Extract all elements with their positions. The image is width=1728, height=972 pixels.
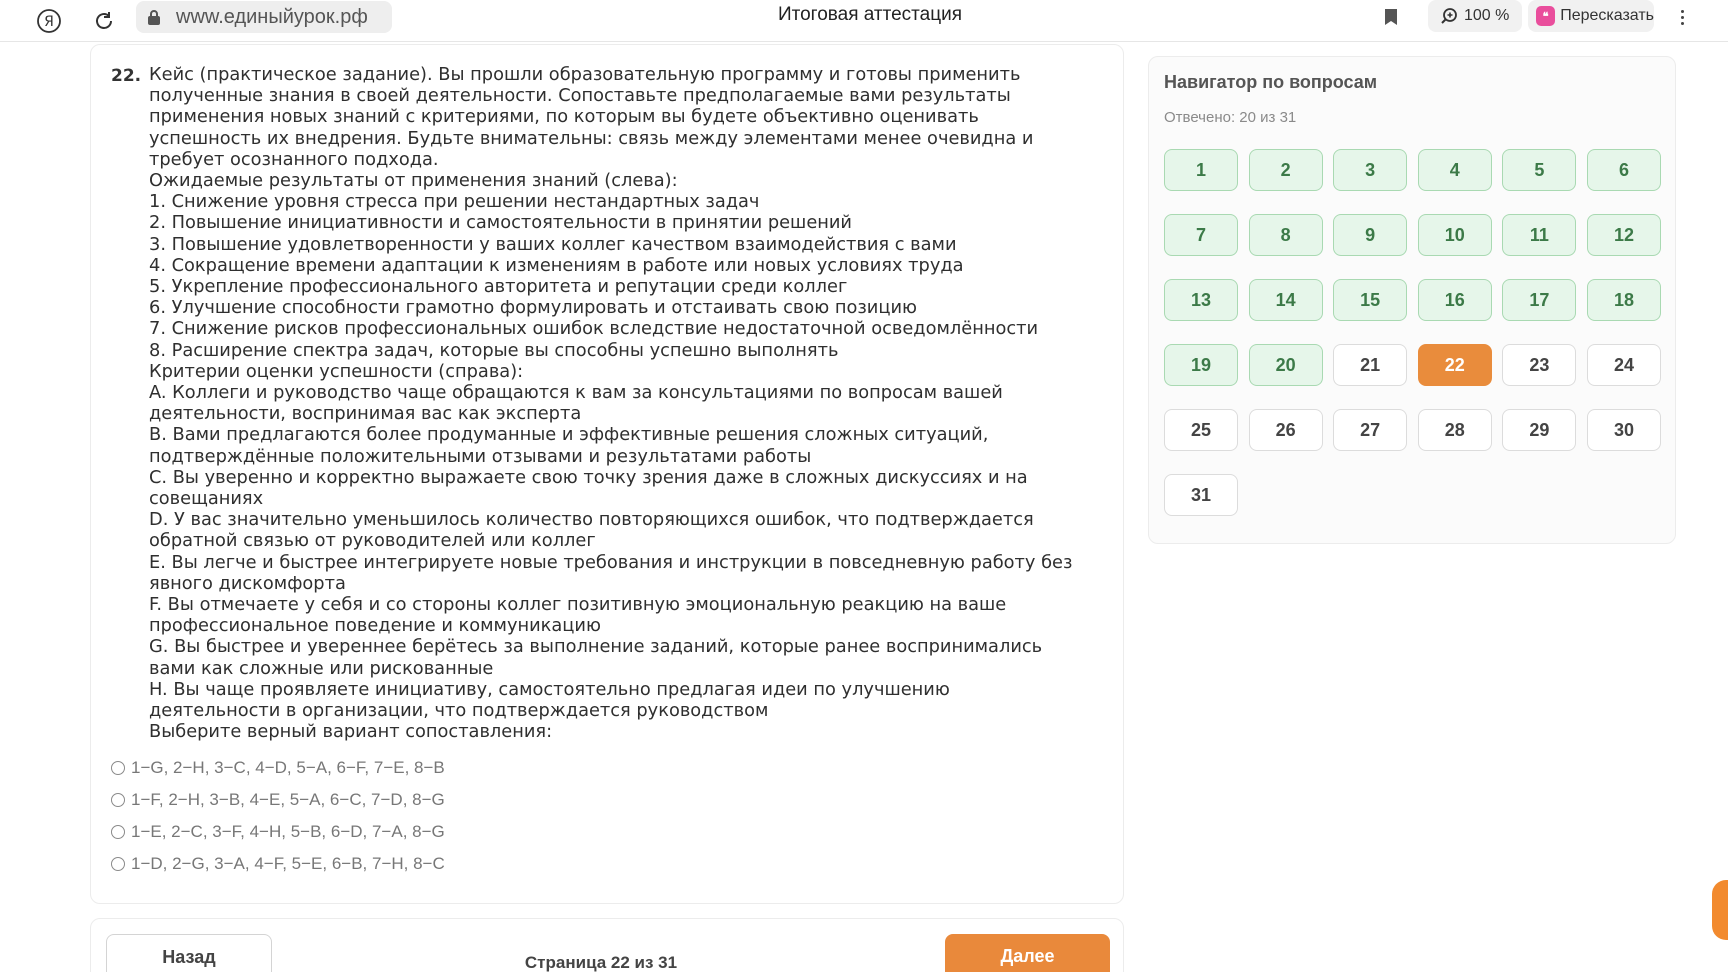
question-text-line: требует осознанного подхода.	[149, 148, 439, 170]
url-text: www.единыйурок.рф	[176, 5, 368, 28]
question-text-line: применения новых знаний с критериями, по которым вы будете объективно оценивать	[149, 106, 979, 128]
question-nav-button-8[interactable]: 8	[1249, 214, 1323, 256]
question-text-line: полученные знания в своей деятельности. Сопоставьте предполагаемые вами результаты	[149, 85, 1011, 107]
question-text-line: E. Вы легче и быстрее интегрируете новые требования и инструкции в повседневную работу без	[149, 551, 1073, 573]
question-number: 22.	[111, 66, 142, 86]
question-navigator	[1148, 56, 1676, 544]
question-text-line: Кейс (практическое задание). Вы прошли образовательную программу и готовы применить	[149, 64, 1021, 85]
question-nav-button-27[interactable]: 27	[1333, 409, 1407, 451]
question-nav-button-30[interactable]: 30	[1587, 409, 1661, 451]
question-grid	[1164, 149, 1661, 516]
question-text-line: деятельности в организации, что подтверждается руководством	[149, 700, 769, 722]
question-text-line: явного дискомфорта	[149, 572, 346, 594]
question-nav-button-29[interactable]: 29	[1502, 409, 1576, 451]
question-nav-button-11[interactable]: 11	[1502, 214, 1576, 256]
answer-option-label: 1−E, 2−C, 3−F, 4−H, 5−B, 6−D, 7−A, 8−G	[131, 822, 445, 841]
question-text-line: 1. Снижение уровня стресса при решении нестандартных задач	[149, 191, 760, 213]
question-nav-button-13[interactable]: 13	[1164, 279, 1238, 321]
question-text-line: 4. Сокращение времени адаптации к изменениям в работе или новых условиях труда	[149, 254, 964, 276]
question-text-line: 7. Снижение рисков профессиональных ошибок вследствие недостаточной осведомлённости	[149, 318, 1039, 340]
answer-option[interactable]	[111, 784, 445, 816]
question-text-line: G. Вы быстрее и увереннее берётесь за выполнение заданий, которые ранее воспринимались	[149, 636, 1043, 658]
question-text-line: 5. Укрепление профессионального авторитета и репутации среди коллег	[149, 276, 848, 298]
answer-option[interactable]	[111, 848, 445, 880]
question-nav-button-12[interactable]: 12	[1587, 214, 1661, 256]
question-text-line: 3. Повышение удовлетворенности у ваших коллег качеством взаимодействия с вами	[149, 233, 957, 255]
question-text-line: вами как сложные или рискованные	[149, 657, 494, 679]
next-button[interactable]: Далее	[945, 934, 1110, 972]
question-text-line: деятельности, воспринимая вас как эксперта	[149, 403, 582, 425]
pagination-bar	[90, 918, 1124, 972]
answer-option-label: 1−F, 2−H, 3−B, 4−E, 5−A, 6−C, 7−D, 8−G	[131, 790, 445, 809]
question-nav-button-28[interactable]: 28	[1418, 409, 1492, 451]
retell-icon: ❝	[1536, 6, 1555, 26]
question-nav-button-23[interactable]: 23	[1502, 344, 1576, 386]
question-text-line: успешность их внедрения. Будьте внимательны: связь между элементами менее очевидна и	[149, 127, 1034, 149]
question-nav-button-22[interactable]: 22	[1418, 344, 1492, 386]
back-button[interactable]: Назад	[106, 934, 272, 972]
question-nav-button-9[interactable]: 9	[1333, 214, 1407, 256]
question-nav-button-14[interactable]: 14	[1249, 279, 1323, 321]
page-indicator: Страница 22 из 31	[524, 953, 678, 972]
question-nav-button-18[interactable]: 18	[1587, 279, 1661, 321]
question-card	[90, 44, 1124, 904]
question-text-line: профессиональное поведение и коммуникацию	[149, 615, 601, 637]
page-title: Итоговая аттестация	[777, 4, 963, 25]
radio-button[interactable]	[111, 857, 125, 871]
question-nav-button-10[interactable]: 10	[1418, 214, 1492, 256]
svg-text:Я: Я	[44, 14, 54, 30]
reload-icon[interactable]	[89, 6, 119, 36]
question-nav-button-25[interactable]: 25	[1164, 409, 1238, 451]
navigator-title: Навигатор по вопросам	[1164, 72, 1378, 92]
lock-icon	[146, 9, 162, 25]
question-text-line: 8. Расширение спектра задач, которые вы способны успешно выполнять	[149, 339, 839, 361]
radio-button[interactable]	[111, 825, 125, 839]
answer-option[interactable]	[111, 816, 445, 848]
question-nav-button-15[interactable]: 15	[1333, 279, 1407, 321]
browser-toolbar	[0, 0, 1728, 42]
radio-button[interactable]	[111, 793, 125, 807]
question-nav-button-5[interactable]: 5	[1502, 149, 1576, 191]
question-text-line: подтверждённые положительными отзывами и результатами работы	[149, 445, 812, 467]
answer-option[interactable]	[111, 752, 445, 784]
radio-button[interactable]	[111, 761, 125, 775]
question-nav-button-31[interactable]: 31	[1164, 474, 1238, 516]
retell-label: Пересказать	[1560, 7, 1654, 24]
answer-option-label: 1−G, 2−H, 3−C, 4−D, 5−A, 6−F, 7−E, 8−B	[131, 758, 445, 777]
question-nav-button-26[interactable]: 26	[1249, 409, 1323, 451]
question-nav-button-21[interactable]: 21	[1333, 344, 1407, 386]
question-nav-button-24[interactable]: 24	[1587, 344, 1661, 386]
zoom-level: 100 %	[1464, 7, 1510, 24]
question-nav-button-7[interactable]: 7	[1164, 214, 1238, 256]
question-nav-button-19[interactable]: 19	[1164, 344, 1238, 386]
question-text-line: обратной связью от руководителей или коллег	[149, 530, 596, 552]
question-text-line: F. Вы отмечаете у себя и со стороны коллег позитивную эмоциональную реакцию на ваше	[149, 594, 1007, 616]
question-nav-button-20[interactable]: 20	[1249, 344, 1323, 386]
question-text-line: совещаниях	[149, 488, 264, 510]
question-nav-button-1[interactable]: 1	[1164, 149, 1238, 191]
question-text-line: C. Вы уверенно и корректно выражаете свою точку зрения даже в сложных дискуссиях и на	[149, 466, 1028, 488]
question-text-line: 6. Улучшение способности грамотно формулировать и отстаивать свою позицию	[149, 297, 917, 319]
bookmark-icon[interactable]	[1379, 5, 1403, 29]
zoom-button[interactable]	[1428, 0, 1522, 32]
side-widget-tab[interactable]	[1712, 880, 1728, 940]
question-nav-button-3[interactable]: 3	[1333, 149, 1407, 191]
question-text-line: Ожидаемые результаты от применения знаний (слева):	[149, 170, 678, 192]
question-text-line: H. Вы чаще проявляете инициативу, самостоятельно предлагая идеи по улучшению	[149, 678, 950, 700]
question-text-line: Выберите верный вариант сопоставления:	[149, 721, 553, 743]
answer-options	[111, 752, 445, 880]
question-text-line: B. Вами предлагаются более продуманные и эффективные решения сложных ситуаций,	[149, 424, 989, 446]
question-text-line: D. У вас значительно уменьшилось количество повторяющихся ошибок, что подтверждается	[149, 509, 1034, 531]
question-nav-button-6[interactable]: 6	[1587, 149, 1661, 191]
question-nav-button-4[interactable]: 4	[1418, 149, 1492, 191]
address-bar[interactable]	[136, 1, 392, 33]
question-text-line: A. Коллеги и руководство чаще обращаются к вам за консультациями по вопросам вашей	[149, 382, 1003, 404]
question-text-line: 2. Повышение инициативности и самостоятельности в принятии решений	[149, 212, 852, 234]
question-text-line: Критерии оценки успешности (справа):	[149, 360, 524, 382]
zoom-icon	[1440, 7, 1458, 25]
question-nav-button-16[interactable]: 16	[1418, 279, 1492, 321]
retell-button[interactable]	[1528, 0, 1654, 32]
question-nav-button-2[interactable]: 2	[1249, 149, 1323, 191]
question-nav-button-17[interactable]: 17	[1502, 279, 1576, 321]
yandex-icon[interactable]	[34, 6, 64, 36]
answer-option-label: 1−D, 2−G, 3−A, 4−F, 5−E, 6−B, 7−H, 8−C	[131, 854, 445, 873]
answered-counter: Отвечено: 20 из 31	[1164, 109, 1297, 126]
menu-icon[interactable]	[1670, 4, 1694, 30]
question-text	[149, 64, 1113, 743]
